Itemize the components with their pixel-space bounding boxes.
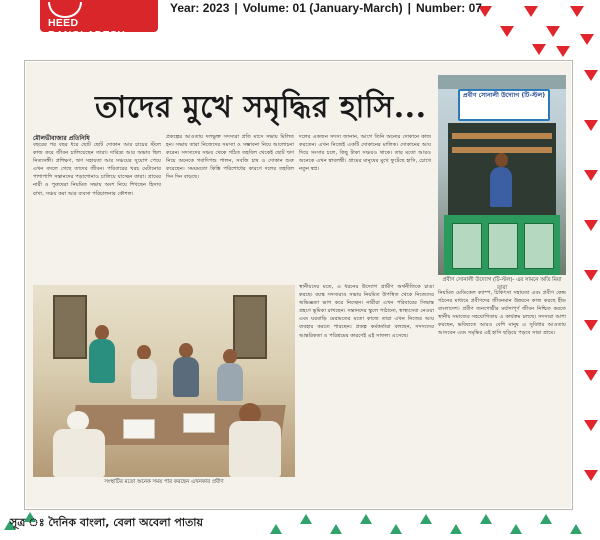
article-column-5: নিয়মিত মেডিকেল ক্যাম্প, চিকিৎসা সহায়তা এবং প্রবীণ কেন্দ্র গঠনের মাধ্যমে প্রবীণদের জীবনমান উন্নয়নে কাজ করছে হীড বাংলাদেশ। প্রবীণ জনগোষ্ঠীর মর্যাদাপূর্ণ জীবন নিশ্চিত করতে স্থানীয় সমাজের সহযোগিতায় এ কার্যক্রম চলছে। সদস্যরা আশা করছেন, ভবিষ্যতে আরও বেশি মানুষ এ সুবিধার আওতায় আসবেন এবং সমৃদ্ধির এই হাসি ছড়িয়ে পড়বে সারা গ্রামে। (438, 290, 566, 337)
counter-glass (524, 223, 554, 269)
decor-triangle (300, 514, 312, 524)
tea-stall-photo (438, 75, 566, 275)
shop-signboard: প্রবীণ সোনালী উদ্যোগ (টি-স্টল) (458, 89, 550, 121)
decor-triangle (584, 220, 598, 231)
counter-glass (452, 223, 482, 269)
decor-triangle (510, 524, 522, 534)
decor-triangle (540, 514, 552, 524)
decor-triangle (584, 420, 598, 431)
logo-mark-icon (48, 2, 82, 18)
decor-triangle (450, 524, 462, 534)
tea-stall-caption: প্রবীণ সোনালী উদ্যোগ (টি-স্টল)- এর সামনে অতি মিয়া তারা (442, 277, 562, 291)
decor-triangle (270, 524, 282, 534)
seated-man (217, 363, 243, 401)
decor-triangle (584, 120, 598, 131)
article-column-2: প্রকল্পের আওতায় দলভুক্ত সদস্যরা প্রতি মাসে সভায় মিলিত হন। সভায় তারা নিজেদের সমস্যা ও সম্ভাবনা নিয়ে আলোচনা করেন। সদস্যদের সঞ্চয় থেকে গঠিত তহবিল থেকেই ছোট ঋণ নিয়ে অনেকে গবাদিপশু পালন, সবজি চাষ ও দোকান শুরু করেছেন। সময়মতো কিস্তি পরিশোধের কারণে দলের তহবিল দিন দিন বাড়ছে। (166, 134, 294, 181)
article-headline: তাদের মুখে সমৃদ্ধির হাসি... (95, 90, 427, 125)
room-window (233, 295, 267, 359)
article-column-4: স্থানীয়দের মতে, এ ধরনের উদ্যোগ গ্রামীণ অর্থনীতিকে চাঙা করছে। বয়স্ক সদস্যরাও সভায় নিয়মিত উপস্থিত থেকে নিজেদের অভিজ্ঞতা ভাগ করে নিচ্ছেন। নারীরা এখন পরিবারের সিদ্ধান্ত গ্রহণে ভূমিকা রাখছেন। সন্তানদের স্কুলে পাঠানো, স্বাস্থ্যসেবা নেওয়া এবং ঘরবাড়ি মেরামতের মতো কাজে তারা এখন নিজের আয় ব্যবহার করতে পারছেন। প্রকল্প কর্মকর্তারা বলছেন, সদস্যদের আন্তরিকতা ও পরিশ্রমের কারণেই এই সাফল্য এসেছে। (299, 284, 434, 339)
seated-man (173, 357, 199, 397)
decor-triangle (570, 6, 584, 17)
seated-woman (89, 339, 115, 383)
decor-triangle (584, 370, 598, 381)
decor-triangle (524, 6, 538, 17)
shop-shelf (452, 133, 552, 139)
decor-triangle (556, 46, 570, 57)
meeting-caption: সংস্থাটির মতো অনেক সময় পার করছেন এখনকার প্রবীণ (104, 479, 224, 485)
shopkeeper (490, 167, 512, 207)
decor-triangle (330, 524, 342, 534)
elderly-man-reading (229, 421, 281, 477)
decor-triangle (584, 270, 598, 281)
decor-triangle (420, 514, 432, 524)
person-head (95, 325, 109, 340)
shop-counter (444, 215, 560, 275)
seated-man (131, 359, 157, 399)
decor-triangle (360, 514, 372, 524)
article-column-3: দলের একজন সদস্য জানান, আগে তিনি অন্যের দোকানে কাজ করতেন। এখন নিজেই একটি দোকানের মালিক। দোকানের আয় দিয়ে সংসার চলে, কিছু টাকা সঞ্চয়ও থাকে। তার মতো আরও অনেকে এখন স্বাবলম্বী। গ্রামের মানুষের মুখে ফুটেছে হাসি, চোখে নতুন স্বপ্ন। (299, 134, 431, 173)
shop-roof (438, 75, 566, 89)
notebook (123, 419, 155, 439)
decor-triangle (584, 470, 598, 481)
decor-triangle (500, 26, 514, 37)
shopkeeper-head (495, 153, 508, 167)
decor-triangle (580, 34, 594, 45)
heed-logo (40, 0, 158, 41)
person-head (137, 345, 151, 360)
article-column-1: বছরের পর বছর ধরে ছোট ছোট দোকান আর চায়ের স্টলে কাজ করে জীবন চালিয়েছেন তারা। দারিদ্র্য আর অভাব ছিল নিত্যসঙ্গী। প্রশিক্ষণ, ঋণ সহায়তা আর সঞ্চয়ের সুযোগ পেয়ে এখন বদলে গেছে তাদের জীবন। পরিবারের খরচ মেটানোর পাশাপাশি সন্তানদের পড়াশোনাও চালিয়ে যাচ্ছেন তারা। গ্রামের নারী ও পুরুষেরা নিয়মিত সভায় অংশ নিয়ে শিখছেন হিসাব রাখা, সঞ্চয় করা আর ব্যবসা পরিচালনার কৌশল। (33, 142, 161, 197)
issue-year: Year: 2023 (170, 1, 230, 15)
counter-glass (488, 223, 518, 269)
decor-triangle (480, 514, 492, 524)
issue-number: Number: 07 (415, 1, 482, 15)
decor-triangle (570, 524, 582, 534)
notebook (183, 413, 215, 433)
decor-triangle (584, 170, 598, 181)
issue-info: Year: 2023 | Volume: 01 (January-March) | Number: 07 (170, 1, 482, 15)
person-head (179, 343, 193, 358)
elderly-man-writing (53, 429, 105, 477)
elderly-meeting-photo (33, 285, 295, 477)
decor-triangle (584, 320, 598, 331)
source-credit: সূত্র ঃ দৈনিক বাংলা, বেলা অবেলা পাতায় (10, 516, 203, 529)
decor-triangle (584, 70, 598, 81)
newspaper-clipping (24, 60, 573, 510)
logo-text: HEED BANGLADESH (48, 17, 126, 41)
decor-triangle (532, 44, 546, 55)
person-head (67, 411, 89, 431)
room-window (53, 295, 87, 359)
article-byline: মৌলভীবাজার প্রতিনিধি (33, 135, 90, 142)
decor-triangle (390, 524, 402, 534)
issue-volume: Volume: 01 (January-March) (242, 1, 403, 15)
person-head (223, 349, 237, 364)
decor-triangle (546, 26, 560, 37)
